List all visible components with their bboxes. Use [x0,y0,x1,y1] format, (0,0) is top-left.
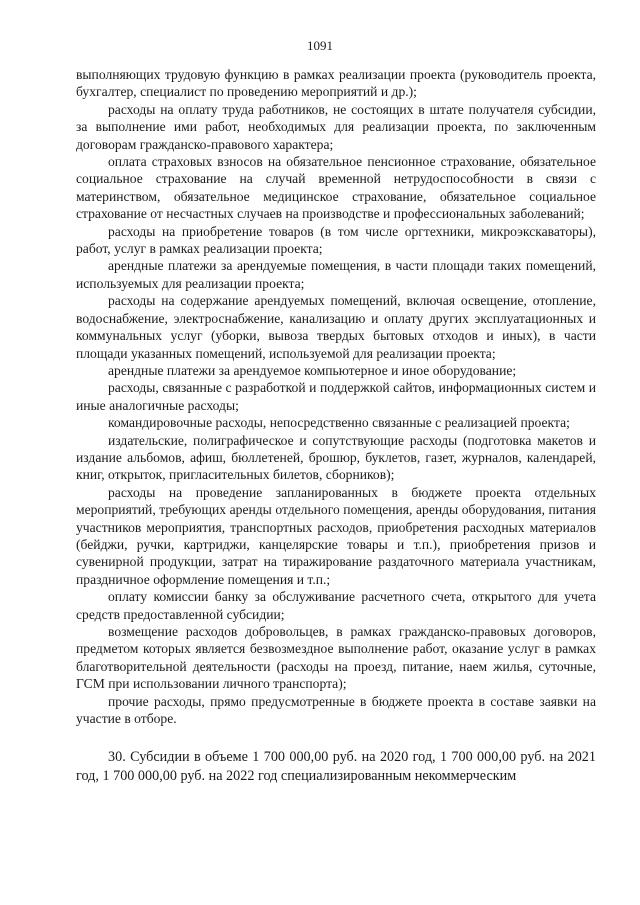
paragraph-websites: расходы, связанные с разработкой и поддержкой сайтов, информационных систем и иные аналогичные расходы; [76,380,596,413]
paragraph-equipment-rent: арендные платежи за арендуемое компьютерное и иное оборудование; [108,362,517,378]
paragraph-other-expenses: прочие расходы, прямо предусмотренные в бюджете проекта в составе заявки на участие в отборе. [76,693,596,727]
paragraph-events: расходы на проведение запланированных в бюджете проекта отдельных мероприятий, требующих аренды отдельного помещения, аренды оборудования, питания участников мероприятия, транспортных расходов, приобретения расходных материалов (бейджи, ручки, картриджи, канцелярские товары и т.п.), приобретения призов и сувенирной продукции, затрат на тиражирование раздаточного материала участникам, праздничное оформление помещения и т.п.; [76,484,596,587]
paragraph-contract-labor: расходы на оплату труда работников, не состоящих в штате получателя субсидии, за выполнение ими работ, необходимых для реализации проекта, по заключенным договорам гражданско-правового характера; [76,101,596,152]
paragraph-premises-rent: арендные платежи за арендуемые помещения, в части площади таких помещений, используемых для реализации проекта; [76,258,596,291]
clause-30-text: 30. Субсидии в объеме 1 700 000,00 руб. на 2020 год, 1 700 000,00 руб. на 2021 год, 1 700 000,00 руб. на 2022 год специализированным некоммерческим [76,749,596,784]
paragraph-goods-purchase: расходы на приобретение товаров (в том числе оргтехники, микроэкскаваторы), работ, услуг в рамках реализации проекта; [76,223,596,257]
body-text [76,66,596,785]
paragraph-premises-maintenance: расходы на содержание арендуемых помещений, включая освещение, отопление, водоснабжение, электроснабжение, канализацию и оплату других эксплуатационных и коммунальных услуг (уборки, вывоза твердых бытовых отходов и иных), в части площади указанных помещений, используемой для реализации проекта; [76,293,596,361]
clause-30 [76,748,596,785]
paragraph-gap [76,727,596,748]
page-number: 1091 [307,38,333,53]
paragraph-bank-fee: оплату комиссии банку за обслуживание расчетного счета, открытого для учета средств предоставленной субсидии; [76,589,596,622]
paragraph-insurance: оплата страховых взносов на обязательное пенсионное страхование, обязательное социальное страхование на случай временной нетрудоспособности в связи с материнством, обязательное медицинское страхование, обязательное социальное страхование от несчастных случаев на производстве и профессиональных заболеваний; [76,154,596,222]
paragraph-publishing: издательские, полиграфическое и сопутствующие расходы (подготовка макетов и издание альбомов, афиш, бюллетеней, брошюр, буклетов, газет, журналов, календарей, книг, открыток, пригласительных билетов, сборников); [76,432,596,483]
paragraph-continuation: выполняющих трудовую функцию в рамках реализации проекта (руководитель проекта, бухгалтер, специалист по проведению мероприятий и др.); [76,67,596,100]
paragraph-travel: командировочные расходы, непосредственно связанные с реализацией проекта; [108,415,570,431]
paragraph-volunteers: возмещение расходов добровольцев, в рамках гражданско-правовых договоров, предметом которых является безвозмездное выполнение работ, оказание услуг в рамках благотворительной деятельности (расходы на проезд, питание, наем жилья, суточные, ГСМ при использовании личного транспорта); [76,624,596,692]
